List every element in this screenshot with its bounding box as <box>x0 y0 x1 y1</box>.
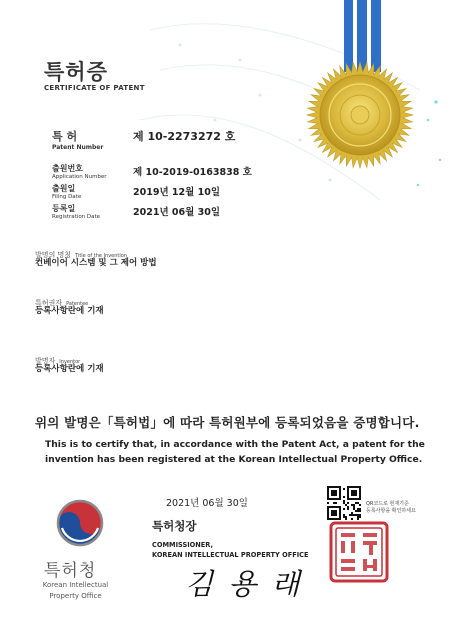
patentee-label: 특허권자 Patentee <box>35 299 89 307</box>
inventor-label: 발명자 Inventor <box>35 357 81 365</box>
commissioner-title-en: COMMISSIONER, KOREAN INTELLECTUAL PROPERTY OFFICE <box>152 541 309 559</box>
commissioner-title-ko: 특허청장 <box>152 519 197 533</box>
inventor-value: 등록사항란에 기재 <box>35 364 104 374</box>
certification-text-en: This is to certify that, in accordance with the Patent Act, a patent for the invention has been registered at the Korean Intellectual Property Office. <box>45 439 425 465</box>
gold-seal-icon <box>305 60 415 170</box>
document-subtitle: CERTIFICATE OF PATENT <box>44 84 145 92</box>
certification-text-ko: 위의 발명은「특허법」에 따라 특허원부에 등록되었음을 증명합니다. <box>35 415 420 430</box>
red-stamp-icon <box>329 521 389 583</box>
patent-number-label: 특 허 Patent Number <box>52 130 104 151</box>
filing-date-label: 출원일 Filing Date <box>52 184 82 200</box>
patentee-value: 등록사항란에 기재 <box>35 306 104 316</box>
document-title: 특허증 <box>44 60 108 84</box>
application-number-label: 출원번호 Application Number <box>52 164 107 180</box>
patent-number-value: 제 10-2273272 호 <box>133 130 236 143</box>
application-number-value: 제 10-2019-0163838 호 <box>133 167 252 178</box>
filing-date-value: 2019년 12월 10일 <box>133 187 221 198</box>
qr-note: QR코드로 현재기준 등록사항을 확인하세요 <box>366 501 416 514</box>
qr-code-icon[interactable] <box>327 486 361 520</box>
invention-title-label: 발명의 명칭 Title of the Invention <box>35 251 127 259</box>
registration-date-label: 등록일 Registration Date <box>52 204 101 220</box>
registration-date-value: 2021년 06월 30일 <box>133 207 221 218</box>
kipo-name-ko: 특허청 <box>44 561 97 581</box>
kipo-name-en: Korean Intellectual Property Office <box>42 581 109 600</box>
kipo-logo-icon <box>55 498 105 548</box>
invention-title-value: 컨베이어 시스템 및 그 제어 방법 <box>35 258 157 268</box>
issue-date: 2021년 06월 30일 <box>166 498 248 509</box>
commissioner-signature: 김 용 래 <box>185 567 303 601</box>
